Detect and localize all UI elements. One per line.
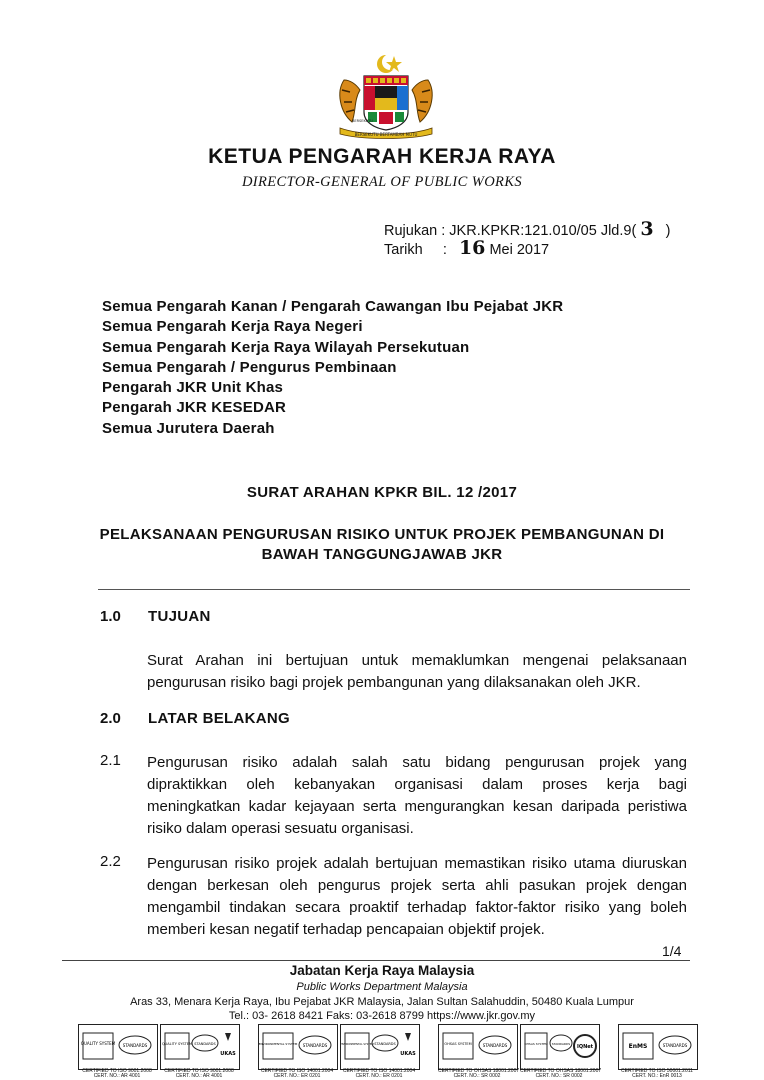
recipient-line: Semua Pengarah Kerja Raya Negeri	[102, 318, 363, 335]
svg-text:STANDARDS: STANDARDS	[122, 1043, 148, 1048]
footer-address: Aras 33, Menara Kerja Raya, Ibu Pejabat JKR Malaysia, Jalan Sultan Salahuddin, 50480 Kuala Lumpur	[130, 996, 634, 1008]
svg-text:STANDARDS: STANDARDS	[194, 1042, 216, 1046]
body-line: Surat Arahan ini bertujuan untuk memaklumkan mengenai pelaksanaan	[147, 652, 687, 669]
certification-caption: CERTIFIED TO ISO 9001:2008 CERT. NO.: AR 4001	[82, 1068, 152, 1079]
svg-text:STANDARDS: STANDARDS	[551, 1042, 571, 1046]
svg-text:BERSEKUTU: BERSEKUTU	[352, 119, 373, 123]
certification-caption: CERTIFIED TO OHSAS 18001:2007 CERT. NO.: SR 0002	[520, 1068, 602, 1079]
subject-line: BAWAH TANGGUNGJAWAB JKR	[261, 546, 503, 563]
quality-system-ukas-icon	[161, 1025, 239, 1069]
certification-logo	[520, 1024, 600, 1070]
body-line: pengurusan risiko bagi projek pembangunan yang dilaksanakan oleh JKR.	[147, 674, 641, 691]
reference-label: Rujukan	[384, 223, 438, 239]
subject-line: PELAKSANAAN PENGURUSAN RISIKO UNTUK PROJEK PEMBANGUNAN DI	[99, 526, 665, 543]
body-line: mengambil tindakan secara proaktif terhadap faktor-faktor risiko yang boleh	[147, 899, 687, 916]
page-number: 1/4	[662, 943, 682, 959]
certification-badge-group	[520, 1024, 600, 1078]
svg-text:EnMS: EnMS	[628, 1043, 648, 1050]
recipient-line: Pengarah JKR Unit Khas	[102, 379, 284, 396]
certification-badge-group	[160, 1024, 240, 1078]
svg-text:UKAS: UKAS	[220, 1051, 236, 1057]
section-title: LATAR BELAKANG	[148, 710, 290, 727]
paragraph-number: 2.1	[100, 752, 121, 769]
svg-text:STANDARDS: STANDARDS	[302, 1043, 328, 1048]
body-line: Pengurusan risiko projek adalah bertujuan memastikan risiko utama diuruskan	[147, 855, 687, 872]
certification-badge-group	[78, 1024, 158, 1078]
ohsas-system-icon	[439, 1025, 517, 1069]
certification-badge-group	[340, 1024, 420, 1078]
certification-logo	[438, 1024, 518, 1070]
body-line: dengan berkesan oleh pengurus projek serta ahli pasukan projek dengan	[147, 877, 687, 894]
section-title: TUJUAN	[148, 608, 211, 625]
svg-text:OHSAS SYSTEM: OHSAS SYSTEM	[524, 1042, 548, 1046]
body-line: risiko dalam operasi sesuatu organisasi.	[147, 820, 414, 837]
recipient-line: Pengarah JKR KESEDAR	[102, 399, 287, 416]
reference-line: Rujukan : JKR.KPKR:121.010/05 Jld.9( 3 )	[384, 218, 671, 240]
svg-text:QUALITY SYSTEM: QUALITY SYSTEM	[161, 1042, 193, 1046]
certification-caption: CERTIFIED TO ISO 9001:2008 CERT. NO.: AR 4001	[164, 1068, 234, 1079]
svg-text:STANDARDS: STANDARDS	[374, 1042, 396, 1046]
certification-badge-group	[258, 1024, 338, 1078]
body-line: meningkatkan kadar kejayaan serta mengurangkan kesan daripada peristiwa	[147, 798, 687, 815]
enms-system-icon	[619, 1025, 697, 1069]
date-label: Tarikh	[384, 242, 423, 258]
certification-badge-group	[618, 1024, 698, 1078]
recipient-line: Semua Pengarah / Pengurus Pembinaan	[102, 359, 397, 376]
section-number: 1.0	[100, 608, 121, 625]
paragraph-number: 2.2	[100, 853, 121, 870]
svg-text:STANDARDS: STANDARDS	[662, 1043, 688, 1048]
environmental-system-icon	[259, 1025, 337, 1069]
quality-system-icon	[79, 1025, 157, 1069]
recipient-line: Semua Pengarah Kerja Raya Wilayah Persekutuan	[102, 339, 470, 356]
svg-text:STANDARDS: STANDARDS	[482, 1043, 508, 1048]
certification-caption: CERTIFIED TO ISO 14001:2004 CERT. NO.: ER 0201	[342, 1068, 416, 1079]
coat-of-arms-crest	[332, 50, 440, 140]
recipient-line: Semua Jurutera Daerah	[102, 420, 275, 437]
certification-logo	[160, 1024, 240, 1070]
svg-text:QUALITY SYSTEM: QUALITY SYSTEM	[80, 1041, 116, 1046]
section-body	[147, 650, 687, 694]
letterhead-subtitle: DIRECTOR-GENERAL OF PUBLIC WORKS	[241, 174, 523, 190]
certification-logo	[340, 1024, 420, 1070]
svg-text:BERSEKUTU BERTAMBAH MUTU: BERSEKUTU BERTAMBAH MUTU	[354, 132, 418, 137]
svg-text:IQNet: IQNet	[576, 1044, 594, 1050]
footer-org-name: Jabatan Kerja Raya Malaysia	[289, 963, 475, 978]
reference-handwritten-number: 3	[640, 218, 654, 240]
footer-org-name-en: Public Works Department Malaysia	[296, 981, 468, 993]
date-value: Mei 2017	[489, 242, 550, 258]
paragraph-body	[147, 752, 687, 840]
letter-number: SURAT ARAHAN KPKR BIL. 12 /2017	[246, 484, 518, 501]
body-line: memberi kesan negatif terhadap pencapaian objektif projek.	[147, 921, 545, 938]
reference-value: JKR.KPKR:121.010/05 Jld.9(	[449, 223, 637, 239]
recipient-line: Semua Pengarah Kanan / Pengarah Cawangan Ibu Pejabat JKR	[102, 298, 564, 315]
body-line: dipraktikkan oleh kebanyakan organisasi dalam proses kerja bagi	[147, 776, 687, 793]
certification-badge-group	[438, 1024, 518, 1078]
paragraph-body	[147, 853, 687, 941]
footer-contact: Tel.: 03- 2618 8421 Faks: 03-2618 8799 https://www.jkr.gov.my	[228, 1010, 536, 1022]
date-line: Tarikh : 16 Mei 2017	[384, 237, 550, 259]
certification-logo	[258, 1024, 338, 1070]
divider	[98, 589, 690, 590]
section-number: 2.0	[100, 710, 121, 727]
certification-logo	[78, 1024, 158, 1070]
svg-text:ENVIRONMENTAL SYSTEM: ENVIRONMENTAL SYSTEM	[259, 1042, 298, 1046]
certification-logo	[618, 1024, 698, 1070]
certification-caption: CERTIFIED TO ISO 50001:2011 CERT. NO.: EnR 0013	[621, 1068, 693, 1079]
svg-text:ENVIRONMENTAL SYSTEM: ENVIRONMENTAL SYSTEM	[341, 1043, 374, 1046]
letterhead-title: KETUA PENGARAH KERJA RAYA	[208, 145, 556, 168]
date-handwritten-day: 16	[458, 237, 486, 259]
certification-caption: CERTIFIED TO ISO 14001:2004 CERT. NO.: ER 0201	[260, 1068, 334, 1079]
body-line: Pengurusan risiko adalah salah satu bidang pengurusan projek yang	[147, 754, 687, 771]
svg-text:OHSAS SYSTEM: OHSAS SYSTEM	[444, 1042, 472, 1046]
reference-close: )	[665, 223, 671, 239]
footer-divider	[62, 960, 690, 961]
certification-caption: CERTIFIED TO OHSAS 18001:2007 CERT. NO.: SR 0002	[438, 1068, 520, 1079]
svg-text:UKAS: UKAS	[400, 1051, 416, 1057]
environmental-system-ukas-icon	[341, 1025, 419, 1069]
ohsas-iqnet-icon	[521, 1025, 599, 1069]
